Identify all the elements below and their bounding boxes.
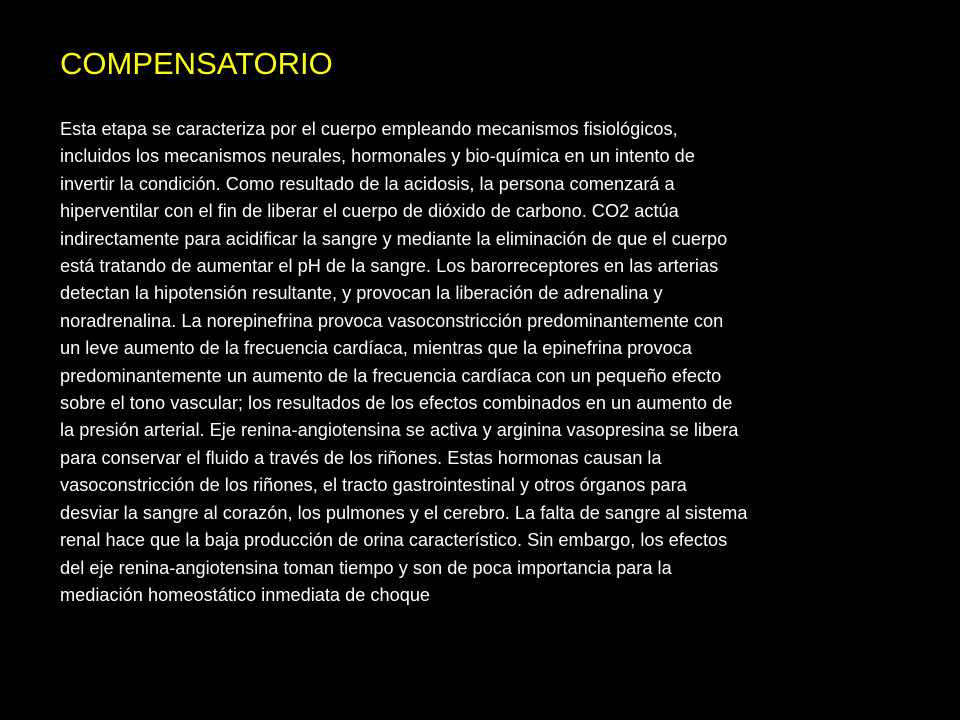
body-line: para conservar el fluido a través de los riñones. Estas hormonas causan la — [60, 447, 662, 468]
body-line: del eje renina-angiotensina toman tiempo y son de poca importancia para la — [60, 557, 672, 578]
body-line: un leve aumento de la frecuencia cardíaca, mientras que la epinefrina provoca — [60, 338, 692, 359]
body-line: está tratando de aumentar el pH de la sangre. Los barorreceptores en las arterias — [60, 256, 719, 277]
slide-title: COMPENSATORIO — [60, 46, 333, 81]
body-line: renal hace que la baja producción de orina característico. Sin embargo, los efectos — [60, 530, 728, 551]
body-line: detectan la hipotensión resultante, y provocan la liberación de adrenalina y — [60, 283, 663, 304]
slide-body-text — [60, 116, 880, 609]
body-line: predominantemente un aumento de la frecuencia cardíaca con un pequeño efecto — [60, 365, 722, 386]
body-line: desviar la sangre al corazón, los pulmones y el cerebro. La falta de sangre al sistema — [60, 502, 748, 523]
body-line: sobre el tono vascular; los resultados de los efectos combinados en un aumento de — [60, 393, 733, 414]
body-line: mediación homeostático inmediata de choque — [60, 584, 431, 605]
body-line: hiperventilar con el fin de liberar el cuerpo de dióxido de carbono. CO2 actúa — [60, 201, 679, 222]
body-line: invertir la condición. Como resultado de la acidosis, la persona comenzará a — [60, 173, 675, 194]
body-line: noradrenalina. La norepinefrina provoca vasoconstricción predominantemente con — [60, 310, 724, 331]
body-line: incluidos los mecanismos neurales, hormonales y bio-química en un intento de — [60, 146, 695, 167]
body-line: Esta etapa se caracteriza por el cuerpo empleando mecanismos fisiológicos, — [60, 119, 678, 139]
body-line: la presión arterial. Eje renina-angiotensina se activa y arginina vasopresina se libera — [60, 420, 739, 441]
body-line: vasoconstricción de los riñones, el tracto gastrointestinal y otros órganos para — [60, 475, 687, 496]
body-line: indirectamente para acidificar la sangre y mediante la eliminación de que el cuerpo — [60, 228, 728, 249]
